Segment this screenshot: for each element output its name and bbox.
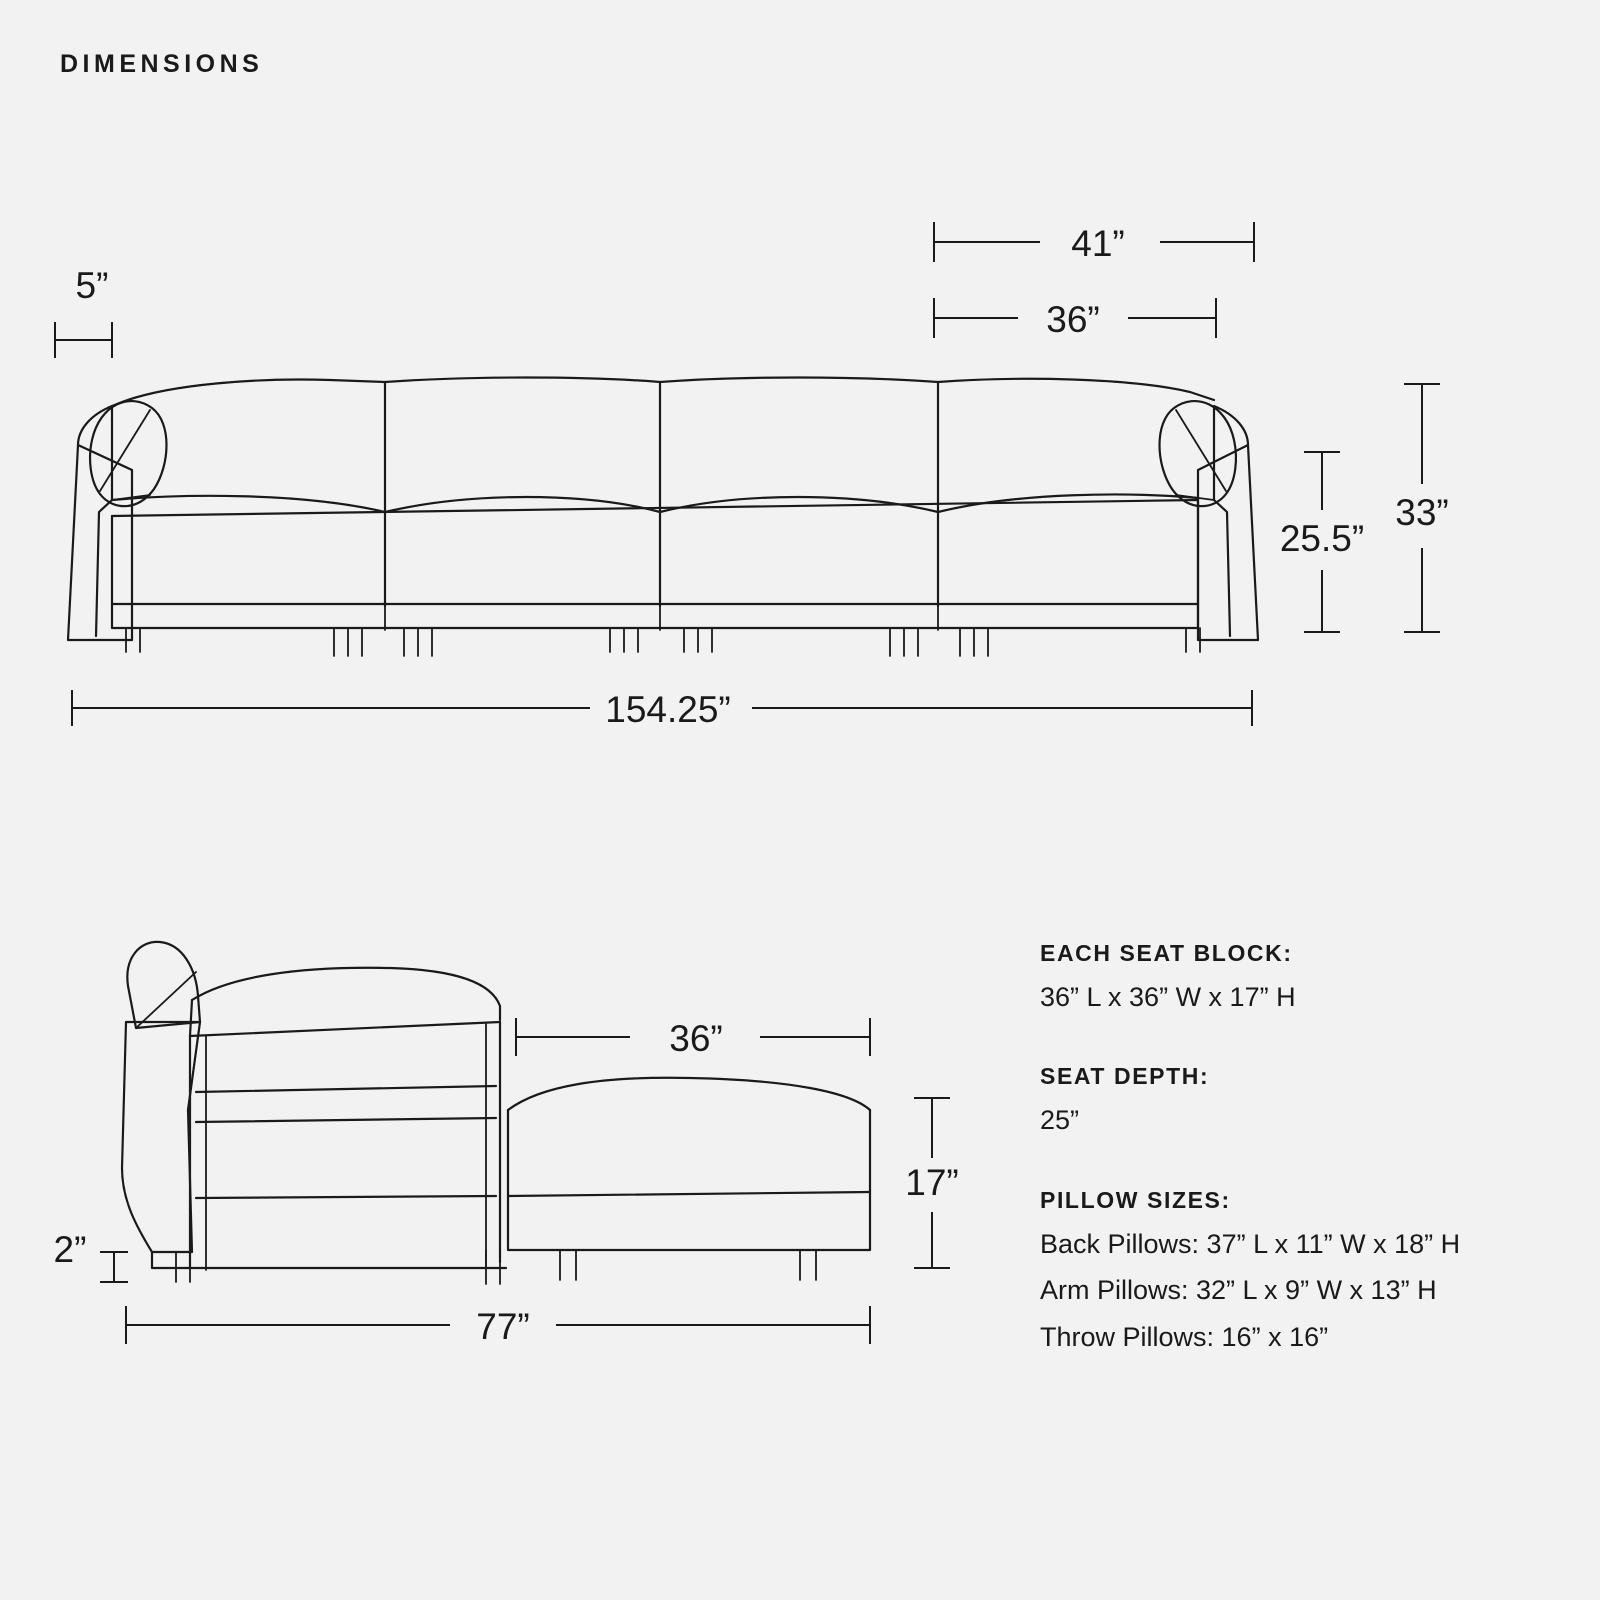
dim-36-front [934,298,1216,340]
spec-group-pillow-sizes [1040,1187,1560,1355]
front-view-dimensions [55,222,1449,730]
dim-5 [55,265,112,358]
dim-41 [934,222,1254,264]
dim-15425 [72,689,1252,730]
dim-77-label: 77” [476,1305,530,1347]
dim-36-side-label: 36” [669,1017,723,1059]
dim-17 [905,1098,958,1268]
front-view-sofa [68,378,1258,657]
dim-255-label: 25.5” [1279,517,1365,559]
spec-line-seat-block-1: 36” L x 36” W x 17” H [1040,982,1296,1012]
spec-group-seat-depth [1040,1063,1560,1138]
dim-15425-label: 154.25” [605,688,731,730]
side-view-sofa [122,942,870,1284]
spec-list [1040,940,1560,1365]
dim-2-label: 2” [53,1228,87,1270]
spec-line-throw-pillows: Throw Pillows: 16” x 16” [1040,1321,1329,1352]
spec-heading-seat-depth: SEAT DEPTH: [1040,1063,1210,1090]
spec-group-seat-block [1040,940,1560,1015]
dim-36-side [516,1018,870,1059]
spec-line-back-pillows: Back Pillows: 37” L x 11” W x 18” H [1040,1228,1461,1259]
spec-line-arm-pillows: Arm Pillows: 32” L x 9” W x 13” H [1040,1275,1437,1306]
dim-77 [126,1306,870,1347]
spec-heading-seat-block: EACH SEAT BLOCK: [1040,940,1293,966]
spec-line-seat-depth-1: 25” [1040,1105,1080,1136]
dim-33 [1395,384,1448,632]
spec-heading-pillow-sizes: PILLOW SIZES: [1040,1186,1231,1213]
page-title: DIMENSIONS [60,50,264,78]
dim-5-label: 5” [75,264,109,306]
dim-2 [54,1229,128,1282]
dim-255 [1280,452,1364,632]
dim-36-front-label: 36” [1046,298,1100,340]
dim-17-label: 17” [905,1161,959,1203]
dim-41-label: 41” [1071,222,1125,264]
dim-33-label: 33” [1395,491,1449,533]
